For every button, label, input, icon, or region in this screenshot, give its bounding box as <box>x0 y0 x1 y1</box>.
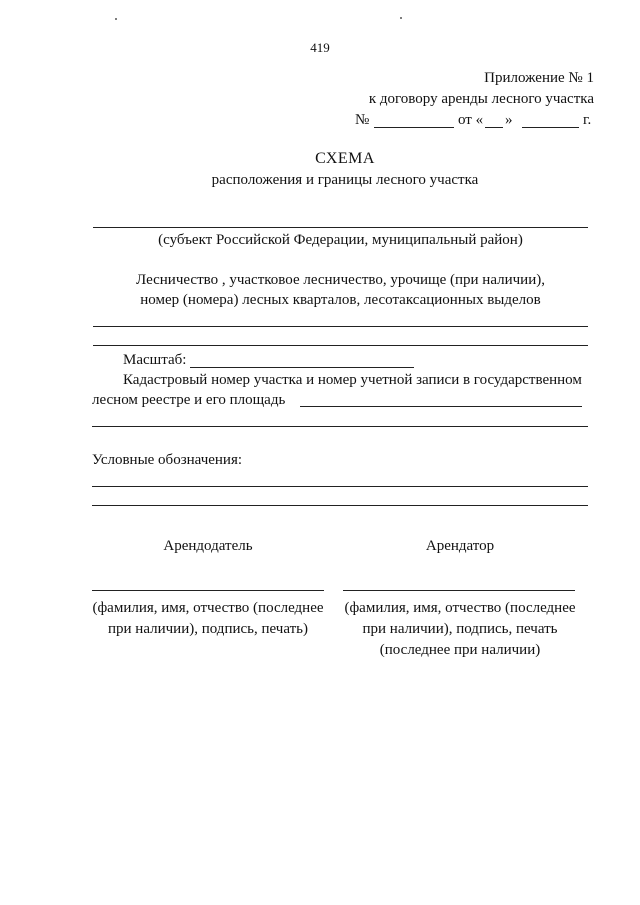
legend-field-line1[interactable] <box>92 486 588 487</box>
lessor-label: Арендодатель <box>163 538 253 554</box>
subject-caption: (субъект Российской Федерации, муниципальный район) <box>158 232 523 248</box>
cadastral-field-line2[interactable] <box>92 426 588 427</box>
scale-field[interactable] <box>190 367 414 368</box>
cadastral-field-line1[interactable] <box>300 406 582 407</box>
lessee-signature-caption: (фамилия, имя, отчество (последнее при наличии), подпись, печать (последнее при наличии) <box>344 600 576 658</box>
forestry-field-line1[interactable] <box>93 326 588 327</box>
date-quote-close: » <box>505 112 513 128</box>
contract-number-row <box>355 112 597 132</box>
appendix-title: Приложение № 1 <box>484 70 594 86</box>
appendix-subtitle: к договору аренды лесного участка <box>368 91 594 107</box>
lessee-signature-field[interactable] <box>343 590 575 591</box>
contract-number-label: № <box>355 112 370 128</box>
scheme-title: СХЕМА <box>315 150 375 167</box>
scan-speck <box>115 18 117 20</box>
legend-label: Условные обозначения: <box>92 452 243 468</box>
lessor-signature-field[interactable] <box>92 590 324 591</box>
year-label: г. <box>583 112 592 128</box>
page-number: 419 <box>310 40 330 55</box>
scheme-subtitle: расположения и границы лесного участка <box>211 172 479 188</box>
contract-number-field[interactable] <box>374 127 454 128</box>
lessee-label: Арендатор <box>425 538 495 554</box>
legend-field-line2[interactable] <box>92 505 588 506</box>
scan-speck <box>400 17 402 19</box>
scale-label: Масштаб: <box>123 352 187 368</box>
date-month-field[interactable] <box>522 127 579 128</box>
cadastral-label-line1: Кадастровый номер участка и номер учетной записи в государственном <box>123 372 582 388</box>
date-day-field[interactable] <box>485 127 503 128</box>
forestry-caption-line2: номер (номера) лесных кварталов, лесотаксационных выделов <box>140 292 541 308</box>
forestry-field-line2[interactable] <box>93 345 588 346</box>
date-from-label: от « <box>458 112 484 128</box>
forestry-caption-line1: Лесничество , участковое лесничество, урочище (при наличии), <box>136 272 545 288</box>
subject-field[interactable] <box>93 227 588 228</box>
cadastral-label-line2: лесном реестре и его площадь <box>92 392 286 408</box>
lessor-signature-caption: (фамилия, имя, отчество (последнее при наличии), подпись, печать) <box>92 600 324 637</box>
